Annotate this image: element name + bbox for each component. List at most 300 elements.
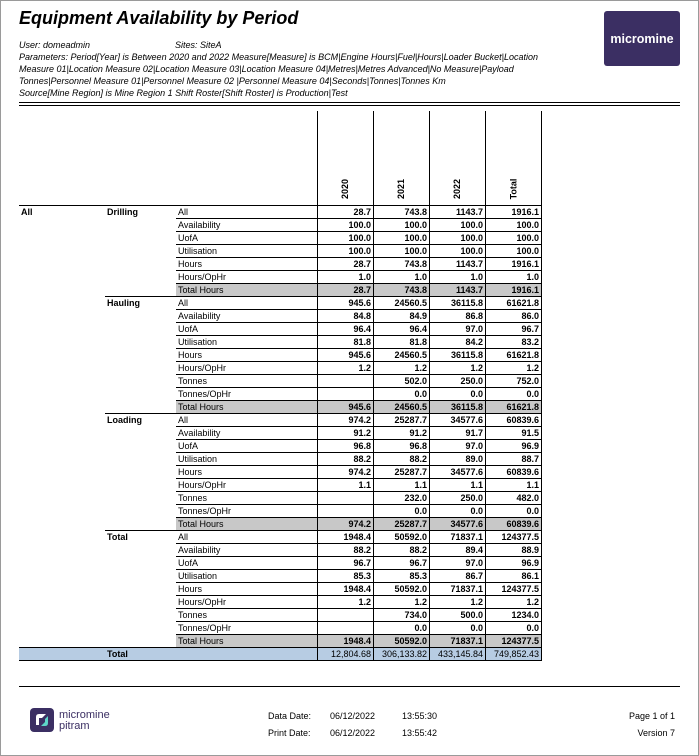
group-label-cell xyxy=(105,310,176,323)
table-row xyxy=(19,492,542,505)
measure-label: Hours/OpHr xyxy=(176,362,318,375)
table-header-row xyxy=(19,111,542,206)
table-row xyxy=(19,583,542,596)
measure-label: Utilisation xyxy=(176,453,318,466)
grand-total-value: 433,145.84 xyxy=(430,648,486,661)
report-title: Equipment Availability by Period xyxy=(19,8,299,28)
group-label-cell xyxy=(105,453,176,466)
header-spacer-2 xyxy=(105,111,176,206)
grand-total-value: 306,133.82 xyxy=(374,648,430,661)
value-cell: 0.0 xyxy=(430,505,486,518)
value-cell: 1143.7 xyxy=(430,206,486,219)
group-label-cell xyxy=(105,609,176,622)
value-cell: 34577.6 xyxy=(430,518,486,531)
table-row xyxy=(19,557,542,570)
group-label-cell xyxy=(105,323,176,336)
group-label-cell xyxy=(105,583,176,596)
value-cell: 28.7 xyxy=(318,284,374,297)
value-cell: 86.0 xyxy=(486,310,542,323)
measure-label: Tonnes xyxy=(176,492,318,505)
value-cell xyxy=(318,505,374,518)
value-cell: 1.2 xyxy=(318,362,374,375)
value-cell: 91.5 xyxy=(486,427,542,440)
value-cell: 1916.1 xyxy=(486,284,542,297)
value-cell: 0.0 xyxy=(374,505,430,518)
table-row xyxy=(19,427,542,440)
total-hours-row xyxy=(19,635,542,648)
measure-label: Availability xyxy=(176,544,318,557)
measure-label: Hours xyxy=(176,349,318,362)
value-cell: 1.2 xyxy=(486,362,542,375)
footer-logo-text xyxy=(59,710,110,732)
root-label-cell xyxy=(19,570,105,583)
value-cell: 100.0 xyxy=(374,219,430,232)
root-label-cell xyxy=(19,518,105,531)
value-cell: 1.2 xyxy=(430,362,486,375)
data-time: 13:55:30 xyxy=(402,711,438,721)
root-label-cell xyxy=(19,401,105,414)
value-cell: 61621.8 xyxy=(486,401,542,414)
group-label-cell xyxy=(105,544,176,557)
value-cell: 91.2 xyxy=(374,427,430,440)
value-cell: 100.0 xyxy=(430,245,486,258)
value-cell: 974.2 xyxy=(318,414,374,427)
measure-label: Hours/OpHr xyxy=(176,271,318,284)
root-label-cell xyxy=(19,583,105,596)
value-cell: 124377.5 xyxy=(486,635,542,648)
value-cell: 71837.1 xyxy=(430,635,486,648)
measure-label: Availability xyxy=(176,219,318,232)
value-cell: 1143.7 xyxy=(430,258,486,271)
value-cell xyxy=(318,388,374,401)
value-cell: 1.1 xyxy=(430,479,486,492)
measure-label: All xyxy=(176,531,318,544)
value-cell: 743.8 xyxy=(374,206,430,219)
value-cell: 85.3 xyxy=(318,570,374,583)
value-cell: 1.2 xyxy=(318,596,374,609)
table-row xyxy=(19,362,542,375)
value-cell: 71837.1 xyxy=(430,583,486,596)
value-cell: 1.1 xyxy=(318,479,374,492)
measure-label: Tonnes xyxy=(176,609,318,622)
value-cell: 100.0 xyxy=(374,245,430,258)
group-label-cell xyxy=(105,349,176,362)
group-label-cell xyxy=(105,596,176,609)
root-label-cell xyxy=(19,271,105,284)
value-cell: 84.8 xyxy=(318,310,374,323)
value-cell: 71837.1 xyxy=(430,531,486,544)
value-cell: 1234.0 xyxy=(486,609,542,622)
group-label-cell xyxy=(105,518,176,531)
root-label-cell xyxy=(19,427,105,440)
column-header-label: 2022 xyxy=(452,178,463,200)
value-cell: 0.0 xyxy=(374,622,430,635)
value-cell: 100.0 xyxy=(318,232,374,245)
value-cell: 81.8 xyxy=(318,336,374,349)
value-cell: 97.0 xyxy=(430,323,486,336)
value-cell: 752.0 xyxy=(486,375,542,388)
value-cell: 100.0 xyxy=(430,219,486,232)
value-cell: 96.7 xyxy=(318,557,374,570)
table-row xyxy=(19,622,542,635)
group-label-cell xyxy=(105,622,176,635)
value-cell: 1.0 xyxy=(486,271,542,284)
group-label-cell xyxy=(105,401,176,414)
data-date-label: Data Date: xyxy=(268,711,312,721)
table-row xyxy=(19,414,542,427)
table-row xyxy=(19,505,542,518)
group-label-cell xyxy=(105,388,176,401)
group-label-cell: Loading xyxy=(105,414,176,427)
value-cell: 25287.7 xyxy=(374,518,430,531)
value-cell: 83.2 xyxy=(486,336,542,349)
value-cell: 89.0 xyxy=(430,453,486,466)
value-cell: 61621.8 xyxy=(486,297,542,310)
value-cell: 97.0 xyxy=(430,557,486,570)
root-label-cell xyxy=(19,258,105,271)
root-label-cell xyxy=(19,596,105,609)
value-cell xyxy=(318,622,374,635)
value-cell: 88.2 xyxy=(318,453,374,466)
total-hours-row xyxy=(19,284,542,297)
value-cell: 100.0 xyxy=(486,219,542,232)
value-cell: 1.1 xyxy=(486,479,542,492)
root-label-cell xyxy=(19,336,105,349)
table-row xyxy=(19,609,542,622)
micromine-logo: micromine xyxy=(604,11,680,66)
column-header-label: Total xyxy=(508,178,519,200)
value-cell: 1.0 xyxy=(374,271,430,284)
page-number: Page 1 of 1 xyxy=(628,711,675,721)
measure-label: UofA xyxy=(176,440,318,453)
measure-label: Hours/OpHr xyxy=(176,479,318,492)
measure-label: Total Hours xyxy=(176,284,318,297)
value-cell: 1916.1 xyxy=(486,258,542,271)
value-cell: 1.2 xyxy=(486,596,542,609)
group-label-cell xyxy=(105,375,176,388)
table-row xyxy=(19,544,542,557)
value-cell: 86.8 xyxy=(430,310,486,323)
total-hours-row xyxy=(19,401,542,414)
value-cell: 88.7 xyxy=(486,453,542,466)
root-label-cell xyxy=(19,297,105,310)
value-cell: 34577.6 xyxy=(430,414,486,427)
measure-label: UofA xyxy=(176,232,318,245)
root-label-cell xyxy=(19,440,105,453)
root-label-cell xyxy=(19,492,105,505)
group-label-cell xyxy=(105,427,176,440)
value-cell: 1948.4 xyxy=(318,583,374,596)
measure-label: Utilisation xyxy=(176,570,318,583)
value-cell: 96.7 xyxy=(374,557,430,570)
table-row xyxy=(19,375,542,388)
value-cell: 60839.6 xyxy=(486,518,542,531)
table-row xyxy=(19,466,542,479)
value-cell xyxy=(318,375,374,388)
print-date-label: Print Date: xyxy=(268,728,311,738)
root-label-cell xyxy=(19,245,105,258)
data-date: 06/12/2022 xyxy=(330,711,376,721)
value-cell: 0.0 xyxy=(374,388,430,401)
group-label-cell xyxy=(105,635,176,648)
value-cell: 100.0 xyxy=(486,232,542,245)
column-header xyxy=(430,111,486,206)
value-cell: 0.0 xyxy=(430,388,486,401)
value-cell: 96.4 xyxy=(318,323,374,336)
value-cell: 1.2 xyxy=(430,596,486,609)
measure-label: Tonnes/OpHr xyxy=(176,505,318,518)
value-cell: 974.2 xyxy=(318,466,374,479)
table-row xyxy=(19,258,542,271)
params-line-1: Parameters: Period[Year] is Between 2020 and 2022 Measure[Measure] is BCM|Engine Hours|Fuel|Hours|Loader Bucket|Location xyxy=(19,52,538,62)
value-cell: 24560.5 xyxy=(374,349,430,362)
value-cell: 24560.5 xyxy=(374,297,430,310)
value-cell: 100.0 xyxy=(486,245,542,258)
value-cell: 91.2 xyxy=(318,427,374,440)
value-cell xyxy=(318,609,374,622)
group-label-cell: Drilling xyxy=(105,206,176,219)
header-spacer-3 xyxy=(176,111,318,206)
value-cell: 124377.5 xyxy=(486,531,542,544)
group-label-cell: Total xyxy=(105,531,176,544)
group-label-cell xyxy=(105,284,176,297)
group-label-cell xyxy=(105,245,176,258)
value-cell: 60839.6 xyxy=(486,466,542,479)
value-cell: 1948.4 xyxy=(318,531,374,544)
value-cell: 1.2 xyxy=(374,362,430,375)
value-cell: 96.8 xyxy=(318,440,374,453)
root-label-cell xyxy=(19,310,105,323)
measure-label: Total Hours xyxy=(176,518,318,531)
column-header xyxy=(318,111,374,206)
group-label-cell xyxy=(105,258,176,271)
value-cell: 88.2 xyxy=(374,453,430,466)
value-cell: 0.0 xyxy=(486,622,542,635)
micromine-pitram-logo-icon xyxy=(30,708,54,732)
params-line-4: Source[Mine Region] is Mine Region 1 Shift Roster[Shift Roster] is Production|Test xyxy=(19,88,348,98)
value-cell: 88.2 xyxy=(374,544,430,557)
params-line-2: Measure 01|Location Measure 02|Location Measure 03|Location Measure 04|Metres|Metres Advanced|No Measure|Payload xyxy=(19,64,514,74)
value-cell: 25287.7 xyxy=(374,466,430,479)
footer-divider xyxy=(19,686,680,687)
measure-label: Tonnes/OpHr xyxy=(176,388,318,401)
measure-label: Availability xyxy=(176,310,318,323)
measure-label: Hours xyxy=(176,466,318,479)
grand-total-row xyxy=(19,648,542,661)
grand-total-label: Total xyxy=(105,648,318,661)
measure-label: Hours xyxy=(176,583,318,596)
value-cell: 96.9 xyxy=(486,440,542,453)
value-cell: 28.7 xyxy=(318,206,374,219)
measure-label: Utilisation xyxy=(176,245,318,258)
header-spacer-1 xyxy=(19,111,105,206)
group-label-cell xyxy=(105,271,176,284)
value-cell: 1948.4 xyxy=(318,635,374,648)
root-label-cell xyxy=(19,362,105,375)
value-cell: 50592.0 xyxy=(374,531,430,544)
value-cell: 91.7 xyxy=(430,427,486,440)
column-header xyxy=(486,111,542,206)
value-cell: 974.2 xyxy=(318,518,374,531)
value-cell: 1.0 xyxy=(318,271,374,284)
value-cell: 25287.7 xyxy=(374,414,430,427)
value-cell: 500.0 xyxy=(430,609,486,622)
group-label-cell xyxy=(105,505,176,518)
root-label-cell xyxy=(19,466,105,479)
value-cell: 61621.8 xyxy=(486,349,542,362)
value-cell: 0.0 xyxy=(486,505,542,518)
grand-total-value: 12,804.68 xyxy=(318,648,374,661)
value-cell: 24560.5 xyxy=(374,401,430,414)
root-label-cell: All xyxy=(21,207,33,217)
root-label-cell xyxy=(19,414,105,427)
table-row xyxy=(19,388,542,401)
group-label-cell xyxy=(105,232,176,245)
value-cell: 100.0 xyxy=(374,232,430,245)
value-cell: 502.0 xyxy=(374,375,430,388)
value-cell: 96.8 xyxy=(374,440,430,453)
value-cell: 96.9 xyxy=(486,557,542,570)
value-cell: 743.8 xyxy=(374,284,430,297)
table-row xyxy=(19,349,542,362)
version-label: Version 7 xyxy=(637,728,675,738)
print-time: 13:55:42 xyxy=(402,728,438,738)
table-row xyxy=(19,570,542,583)
root-label-cell xyxy=(19,557,105,570)
root-label-cell xyxy=(19,349,105,362)
group-label-cell xyxy=(105,336,176,349)
table-row xyxy=(19,271,542,284)
value-cell: 100.0 xyxy=(318,219,374,232)
root-label-cell xyxy=(19,284,105,297)
value-cell: 60839.6 xyxy=(486,414,542,427)
group-label-cell xyxy=(105,479,176,492)
table-row xyxy=(19,336,542,349)
measure-label: UofA xyxy=(176,323,318,336)
header-divider xyxy=(19,102,680,103)
user-label: User: domeadmin xyxy=(19,40,91,50)
value-cell: 0.0 xyxy=(486,388,542,401)
table-row xyxy=(19,531,542,544)
value-cell: 250.0 xyxy=(430,492,486,505)
table-row xyxy=(19,310,542,323)
measure-label: UofA xyxy=(176,557,318,570)
footer-logo-name: micromine xyxy=(59,709,110,721)
header-divider-2 xyxy=(19,105,680,106)
value-cell: 89.4 xyxy=(430,544,486,557)
measure-label: Tonnes/OpHr xyxy=(176,622,318,635)
root-label-cell xyxy=(19,453,105,466)
table-row xyxy=(19,440,542,453)
value-cell: 100.0 xyxy=(430,232,486,245)
root-label-cell xyxy=(19,388,105,401)
column-header-label: 2021 xyxy=(396,178,407,200)
group-label-cell xyxy=(105,466,176,479)
root-label-cell xyxy=(19,375,105,388)
measure-label: All xyxy=(176,414,318,427)
value-cell: 100.0 xyxy=(318,245,374,258)
value-cell: 36115.8 xyxy=(430,401,486,414)
group-label-cell xyxy=(105,219,176,232)
value-cell: 81.8 xyxy=(374,336,430,349)
root-label-cell xyxy=(19,323,105,336)
value-cell: 232.0 xyxy=(374,492,430,505)
value-cell: 250.0 xyxy=(430,375,486,388)
root-label-cell xyxy=(19,232,105,245)
value-cell: 482.0 xyxy=(486,492,542,505)
grand-total-value: 749,852.43 xyxy=(486,648,542,661)
table-row xyxy=(19,206,542,219)
value-cell: 86.7 xyxy=(430,570,486,583)
value-cell: 945.6 xyxy=(318,297,374,310)
group-label-cell xyxy=(105,570,176,583)
value-cell: 36115.8 xyxy=(430,349,486,362)
root-label-cell xyxy=(19,531,105,544)
value-cell: 96.7 xyxy=(486,323,542,336)
value-cell: 1.1 xyxy=(374,479,430,492)
value-cell: 945.6 xyxy=(318,401,374,414)
column-header xyxy=(374,111,430,206)
root-label-cell xyxy=(19,622,105,635)
group-label-cell xyxy=(105,557,176,570)
measure-label: Total Hours xyxy=(176,401,318,414)
measure-label: Tonnes xyxy=(176,375,318,388)
params-line-3: Tonnes|Personnel Measure 01|Personnel Measure 02 |Personnel Measure 04|Seconds|Tonnes|Tonnes Km xyxy=(19,76,446,86)
print-date: 06/12/2022 xyxy=(330,728,376,738)
footer-logo-sub: pitram xyxy=(59,720,90,732)
value-cell: 36115.8 xyxy=(430,297,486,310)
table-row xyxy=(19,323,542,336)
root-label-cell xyxy=(19,544,105,557)
value-cell: 86.1 xyxy=(486,570,542,583)
value-cell: 50592.0 xyxy=(374,583,430,596)
root-label-cell xyxy=(19,219,105,232)
value-cell: 0.0 xyxy=(430,622,486,635)
measure-label: All xyxy=(176,206,318,219)
value-cell: 945.6 xyxy=(318,349,374,362)
group-label-cell xyxy=(105,362,176,375)
table-row xyxy=(19,219,542,232)
value-cell: 124377.5 xyxy=(486,583,542,596)
group-label-cell xyxy=(105,492,176,505)
root-label-cell xyxy=(19,609,105,622)
grand-total-spacer xyxy=(19,648,105,661)
value-cell: 85.3 xyxy=(374,570,430,583)
root-label-cell xyxy=(19,505,105,518)
table-row xyxy=(19,479,542,492)
root-label-cell xyxy=(19,635,105,648)
sites-label: Sites: SiteA xyxy=(175,40,222,50)
table-row xyxy=(19,297,542,310)
value-cell: 1143.7 xyxy=(430,284,486,297)
measure-label: Availability xyxy=(176,427,318,440)
value-cell: 1.0 xyxy=(430,271,486,284)
value-cell xyxy=(318,492,374,505)
total-hours-row xyxy=(19,518,542,531)
measure-label: Utilisation xyxy=(176,336,318,349)
value-cell: 96.4 xyxy=(374,323,430,336)
value-cell: 743.8 xyxy=(374,258,430,271)
value-cell: 84.9 xyxy=(374,310,430,323)
value-cell: 88.9 xyxy=(486,544,542,557)
value-cell: 97.0 xyxy=(430,440,486,453)
availability-table xyxy=(19,111,542,661)
table-row xyxy=(19,245,542,258)
value-cell: 1916.1 xyxy=(486,206,542,219)
root-label-cell xyxy=(19,479,105,492)
value-cell: 1.2 xyxy=(374,596,430,609)
table-row xyxy=(19,232,542,245)
